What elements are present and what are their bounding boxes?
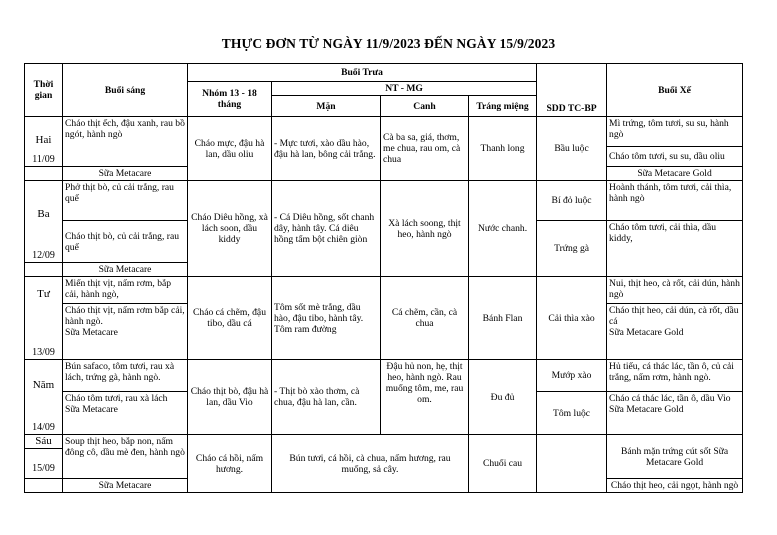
breakfast-milk-cell: Sữa Metacare xyxy=(63,479,188,493)
snack-cell: Cháo thịt heo, cải ngọt, hành ngò xyxy=(607,479,743,493)
snack-milk-text: Sữa Metacare Gold xyxy=(609,404,684,415)
dessert-cell: Chuối cau xyxy=(469,435,537,493)
dessert-cell: Thanh long xyxy=(469,117,537,181)
snack-text: Cháo cá thác lác, tần ô, dầu Vio xyxy=(609,393,731,404)
snack-cell xyxy=(607,304,743,360)
header-buoi-xe: Buổi Xế xyxy=(607,64,743,117)
sdd-cell: Bí đỏ luộc xyxy=(537,181,607,221)
dessert-cell: Bánh Flan xyxy=(469,277,537,360)
snack-cell: Mì trứng, tôm tươi, su su, hành ngò xyxy=(607,117,743,147)
header-canh: Canh xyxy=(381,96,469,117)
dessert-cell: Đu đủ xyxy=(469,360,537,435)
breakfast-cell: Miến thịt vịt, nấm rơm, bắp cải, hành ngò, xyxy=(63,277,188,304)
breakfast-text: Cháo tôm tươi, rau xà lách xyxy=(65,393,168,404)
main-dish-soup-cell: Bún tươi, cá hồi, cà chua, nấm hương, rau muống, sả cây. xyxy=(272,435,469,493)
day-label: Ba xyxy=(25,181,63,221)
breakfast-text: Cháo thịt vịt, nấm rơm bắp cải, hành ngò. xyxy=(65,305,185,327)
breakfast-milk-cell: Sữa Metacare xyxy=(63,167,188,181)
breakfast-cell: Cháo thịt ếch, đậu xanh, rau bồ ngót, hành ngò xyxy=(63,117,188,167)
sdd-cell: Mướp xào xyxy=(537,360,607,392)
snack-cell xyxy=(607,392,743,435)
day-label: Năm xyxy=(25,360,63,392)
snack-text: Cháo thịt heo, cải dún, cà rốt, dầu cá xyxy=(609,305,739,327)
breakfast-milk-cell: Sữa Metacare xyxy=(63,263,188,277)
snack-cell: Bánh mặn trứng cút sốt Sữa Metacare Gold xyxy=(607,435,743,479)
snack-milk-cell: Sữa Metacare Gold xyxy=(607,167,743,181)
header-thoi-gian: Thời gian xyxy=(25,64,63,117)
soup-cell: Cá chẽm, cần, cà chua xyxy=(381,277,469,360)
day-label: Sáu xyxy=(25,435,62,449)
header-man: Mặn xyxy=(272,96,381,117)
header-nhom: Nhóm 13 - 18 tháng xyxy=(188,82,272,117)
weekly-menu-table xyxy=(24,63,743,493)
snack-cell: Cháo tôm tươi, cải thìa, dầu kiddy, xyxy=(607,221,743,277)
breakfast-milk-text: Sữa Metacare xyxy=(65,404,118,415)
date-label: 14/09 xyxy=(25,392,63,435)
main-dish-cell: Tôm sốt mè trắng, dầu hào, đậu tibo, hành tây. Tôm ram đường xyxy=(272,277,381,360)
breakfast-cell: Soup thịt heo, bắp non, nấm đông cô, dầu mè đen, hành ngò xyxy=(63,435,188,479)
breakfast-cell: Bún safaco, tôm tươi, rau xà lách, trứng gà, hành ngò. xyxy=(63,360,188,392)
day-label: Hai xyxy=(25,117,63,147)
breakfast-cell xyxy=(63,392,188,435)
snack-cell: Nui, thịt heo, cà rốt, cải dún, hành ngò xyxy=(607,277,743,304)
soup-cell: Xà lách soong, thịt heo, hành ngò xyxy=(381,181,469,277)
header-buoi-sang: Buổi sáng xyxy=(63,64,188,117)
dessert-cell: Nước chanh. xyxy=(469,181,537,277)
soup-cell: Đậu hủ non, hẹ, thịt heo, hành ngò. Rau muống tôm, me, rau om. xyxy=(381,360,469,435)
breakfast-cell: Cháo thịt bò, củ cải trắng, rau quế xyxy=(63,221,188,263)
breakfast-cell xyxy=(63,304,188,360)
toddler-meal-cell: Cháo Diêu hồng, xà lách soon, dầu kiddy xyxy=(188,181,272,277)
breakfast-milk-text: Sữa Metacare xyxy=(65,327,118,338)
sdd-cell: Cải thìa xào xyxy=(537,277,607,360)
main-dish-cell: - Mực tươi, xào dầu hào, đậu hà lan, bông cải trắng. xyxy=(272,117,381,181)
date-label: 15/09 xyxy=(32,463,55,474)
day-label: Tư xyxy=(25,277,63,304)
toddler-meal-cell: Cháo cá chẽm, đậu tibo, dầu cá xyxy=(188,277,272,360)
snack-cell: Cháo tôm tươi, su su, dầu oliu xyxy=(607,147,743,167)
snack-cell: Hủ tiếu, cá thác lác, tần ô, củ cải trắng, nấm rơm, hành ngò. xyxy=(607,360,743,392)
toddler-meal-cell: Cháo mực, đậu hà lan, dầu oliu xyxy=(188,117,272,181)
sdd-cell: Trứng gà xyxy=(537,221,607,277)
main-dish-cell: - Thịt bò xào thơm, cà chua, đậu hà lan, cần. xyxy=(272,360,381,435)
toddler-meal-cell: Cháo cá hồi, nấm hương. xyxy=(188,435,272,493)
soup-cell: Cà ba sa, giá, thơm, me chua, rau om, cà chua xyxy=(381,117,469,181)
day-cell xyxy=(25,435,63,479)
header-sdd: SDD TC-BP xyxy=(537,64,607,117)
date-label: 13/09 xyxy=(25,304,63,360)
sdd-cell: Tôm luộc xyxy=(537,392,607,435)
toddler-meal-cell: Cháo thịt bò, đậu hà lan, dầu Vio xyxy=(188,360,272,435)
date-label: 11/09 xyxy=(25,147,63,167)
snack-cell: Hoành thánh, tôm tươi, cải thìa, hành ngò xyxy=(607,181,743,221)
sdd-cell: Bầu luộc xyxy=(537,117,607,181)
header-buoi-trua: Buổi Trưa xyxy=(188,64,537,82)
snack-milk-text: Sữa Metacare Gold xyxy=(609,327,684,338)
breakfast-cell: Phở thịt bò, củ cải trắng, rau quế xyxy=(63,181,188,221)
header-trang-mieng: Tráng miệng xyxy=(469,96,537,117)
main-dish-cell: - Cá Diêu hồng, sốt chanh dây, hành tây. Cá diêu hồng tẩm bột chiên giòn xyxy=(272,181,381,277)
header-nt-mg: NT - MG xyxy=(272,82,537,96)
date-label: 12/09 xyxy=(25,221,63,263)
menu-title: THỰC ĐƠN TỪ NGÀY 11/9/2023 ĐẾN NGÀY 15/9/2023 xyxy=(221,36,556,51)
